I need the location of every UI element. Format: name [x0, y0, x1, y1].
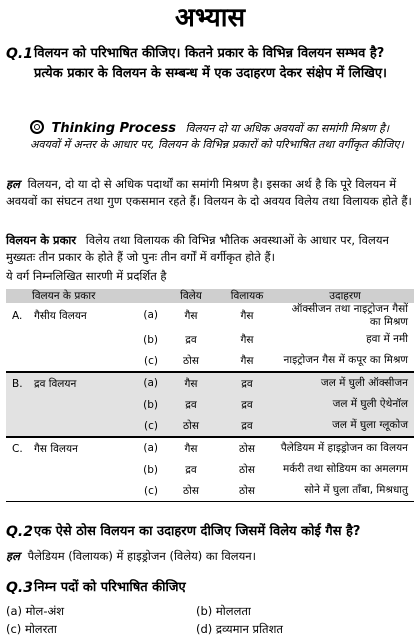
- sub-label: (a): [143, 441, 158, 454]
- answer-2-text: पैलेडियम (विलायक) में हाइड्रोजन (विलेय) का विलयन।: [27, 549, 256, 563]
- solute-cell: द्रव: [164, 394, 218, 415]
- sub-label: (b): [143, 333, 158, 346]
- option-b: (b) मोललता: [196, 604, 251, 618]
- answer-1: [6, 176, 414, 210]
- option-a: (a) मोल-अंश: [6, 604, 65, 618]
- table-row: [6, 480, 414, 502]
- answer-1-prefix: हल: [6, 177, 20, 191]
- group-name: द्रव विलयन: [34, 377, 77, 390]
- page-title: अभ्यास: [174, 3, 246, 33]
- question-1-number: Q.1: [6, 46, 33, 62]
- example-cell: जल में घुली ऑक्सीजन: [276, 372, 414, 394]
- group-name: गैस विलयन: [34, 442, 78, 455]
- solution-types-paragraph: [6, 232, 414, 266]
- example-cell: मर्करी तथा सोडियम का अमलगम: [282, 463, 408, 475]
- thinking-process-text: विलयन दो या अधिक अवयवों का समांगी मिश्रण है। अवयवों में अन्तर के आधार पर, विलयन के विभिन्न प्रकारों को परिभाषित तथा वर्गीकृत कीजिए।: [30, 122, 404, 151]
- sub-label: (c): [144, 419, 158, 432]
- solute-cell: गैस: [184, 310, 198, 322]
- solution-types-text: विलेय तथा विलायक की विभिन्न भौतिक अवस्थाओं के आधार पर, विलयन मुख्यतः तीन प्रकार के होते हैं जो पुनः तीन वर्गों में वर्गीकृत होते हैं।: [6, 233, 389, 264]
- answer-1-text: विलयन, दो या दो से अधिक पदार्थों का समांगी मिश्रण है। इसका अर्थ है कि पूरे विलयन में अवयवों का संघटन तथा गुण एकसमान रहते हैं। विलयन के दो अवयव विलेय तथा विलायक होते हैं।: [6, 177, 412, 208]
- solution-types-table: [6, 289, 414, 502]
- thinking-process-label: Thinking Process: [51, 121, 176, 136]
- solute-cell: द्रव: [185, 333, 197, 346]
- solvent-cell: ठोस: [239, 463, 255, 476]
- table-row: [6, 303, 414, 329]
- solute-cell: गैस: [164, 372, 218, 394]
- header-solvent: विलायक: [218, 289, 276, 303]
- solvent-cell: ठोस: [218, 437, 276, 459]
- group-cell: [6, 415, 164, 437]
- question-2-text: एक ऐसे ठोस विलयन का उदाहरण दीजिए जिसमें विलेय कोई गैस है?: [34, 524, 361, 539]
- solute-cell: गैस: [164, 437, 218, 459]
- answer-2: [6, 548, 414, 565]
- example-cell: नाइट्रोजन गैस में कपूर का मिश्रण: [283, 354, 408, 366]
- solvent-cell: गैस: [240, 310, 254, 322]
- table-row: [6, 394, 414, 415]
- solute-cell: द्रव: [185, 463, 197, 476]
- example-cell: ऑक्सीजन तथा नाइट्रोजन गैसों का मिश्रण: [291, 303, 408, 328]
- solute-cell: ठोस: [164, 480, 218, 502]
- example-cell: जल में घुली ऐथेनॉल: [276, 394, 414, 415]
- group-cell: [6, 459, 164, 480]
- solvent-cell: द्रव: [218, 415, 276, 437]
- header-example: उदाहरण: [276, 289, 414, 303]
- question-3-number: Q.3: [6, 580, 33, 596]
- solvent-cell: द्रव: [218, 394, 276, 415]
- solvent-cell: गैस: [240, 354, 254, 367]
- thinking-process: [30, 120, 412, 153]
- solvent-cell: गैस: [240, 333, 254, 346]
- header-solution-type: विलयन के प्रकार: [6, 289, 164, 303]
- group-name: गैसीय विलयन: [34, 310, 87, 322]
- solvent-cell: द्रव: [218, 372, 276, 394]
- sub-label: (c): [144, 484, 158, 497]
- table-header-row: [6, 289, 414, 303]
- example-cell: हवा में नमी: [366, 333, 408, 345]
- option-d: (d) द्रव्यमान प्रतिशत: [196, 622, 283, 636]
- group-id: B.: [12, 377, 23, 390]
- question-1-text: विलयन को परिभाषित कीजिए। कितने प्रकार के विभिन्न विलयन सम्भव है? प्रत्येक प्रकार के विलयन के सम्बन्ध में एक उदाहरण देकर संक्षेप में लिखिए।: [34, 46, 387, 81]
- table-body: [6, 303, 414, 502]
- solvent-cell: ठोस: [218, 480, 276, 502]
- header-solute: विलेय: [164, 289, 218, 303]
- table-intro-line: ये वर्ग निम्नलिखित सारणी में प्रदर्शित है: [6, 269, 167, 283]
- option-c: (c) मोलरता: [6, 622, 57, 636]
- sub-label: (b): [143, 398, 158, 411]
- group-cell: [6, 350, 164, 372]
- group-cell: [6, 480, 164, 502]
- group-id: A.: [12, 310, 23, 322]
- group-cell: [6, 329, 164, 350]
- solute-cell: ठोस: [183, 354, 199, 367]
- example-cell: जल में घुला ग्लूकोज: [276, 415, 414, 437]
- table-row: [6, 459, 414, 480]
- sub-label: (a): [143, 376, 158, 389]
- group-cell: [6, 394, 164, 415]
- table-row: [6, 372, 414, 394]
- answer-2-prefix: हल: [6, 549, 20, 563]
- table-row: [6, 415, 414, 437]
- sub-label: (c): [144, 354, 158, 367]
- question-3-text: निम्न पदों को परिभाषित कीजिए: [34, 580, 186, 595]
- sub-label: (a): [143, 309, 158, 321]
- group-id: C.: [12, 442, 23, 455]
- sub-label: (b): [143, 463, 158, 476]
- question-2-number: Q.2: [6, 524, 33, 540]
- group-cell: [6, 303, 164, 329]
- group-cell: [6, 372, 164, 394]
- table-row: [6, 350, 414, 372]
- solution-types-heading: विलयन के प्रकार: [6, 233, 77, 247]
- example-cell: सोने में घुला ताँबा, मिश्रधातु: [276, 480, 414, 502]
- group-cell: [6, 437, 164, 459]
- solute-cell: ठोस: [164, 415, 218, 437]
- target-icon: [30, 120, 44, 134]
- table-row: [6, 329, 414, 350]
- table-row: [6, 437, 414, 459]
- example-cell: पैलेडियम में हाइड्रोजन का विलयन: [276, 437, 414, 459]
